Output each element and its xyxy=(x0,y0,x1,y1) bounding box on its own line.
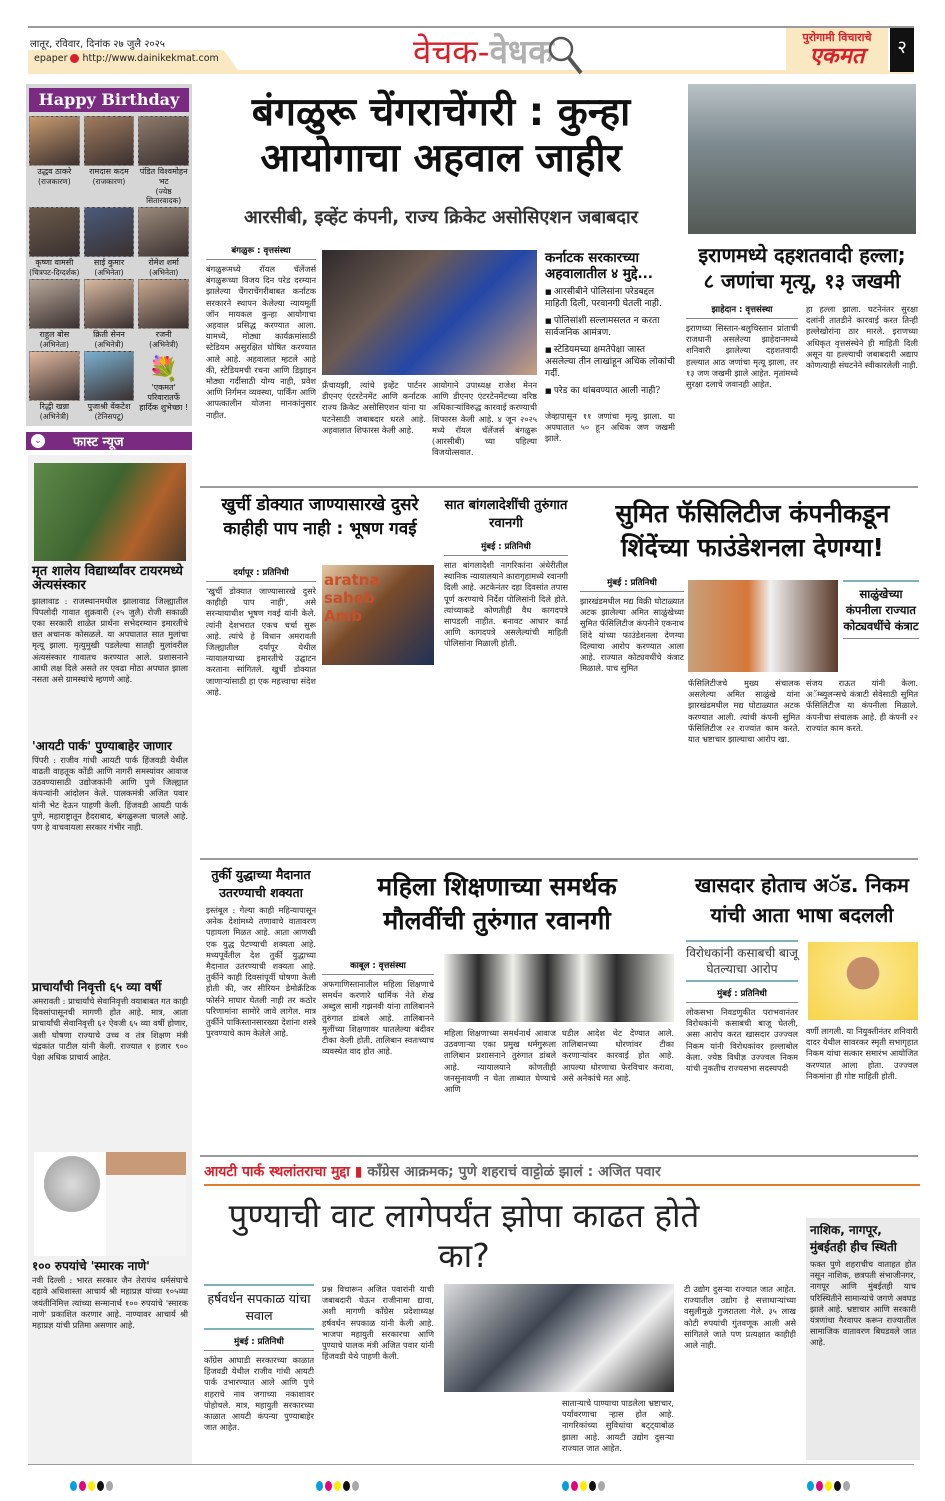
brand-logo: एकमत xyxy=(809,44,865,69)
maulvi-headline xyxy=(322,870,672,938)
footer-rule xyxy=(28,1464,914,1465)
person-role: (अभिनेत्री) xyxy=(149,340,179,349)
person-photo xyxy=(138,116,189,166)
news-headline: मृत शालेय विद्यार्थ्यांवर टायरमध्ये अंत्यसंस्कार xyxy=(32,564,183,594)
maulvi-text: घडील आदेश थेट देण्यात आले. तालिबानच्या धोरणांवर टीका करणाऱ्यांवर कारवाई होत आहे. आपल्या धोरणाचा फेरविचार करावा, असे अनेकांचे मत आहे. xyxy=(562,1028,674,1083)
globe-icon xyxy=(70,54,79,63)
person-role: (राजकारण) xyxy=(38,177,71,186)
person-photo xyxy=(84,351,135,401)
sumit-dateline: मुंबई : प्रतिनिधी xyxy=(580,575,684,592)
birthday-person xyxy=(138,116,189,205)
person-photo xyxy=(138,207,189,257)
ink-dot xyxy=(106,1481,113,1491)
ink-dot xyxy=(571,1481,578,1491)
pune-text: साताऱ्याचे पाण्याचा पाडलेला भ्रष्टाचार, पर्यावरणाचा ऱ्हास होत आहे. नागरिकांच्या सुविधांचा बट्ट्याबोळ झाला आहे. आयटी उद्योग दुसऱ्या राज्यात जात आहेत. xyxy=(562,1398,674,1453)
sidebar-after-text: जेव्हापासून ११ जणांचा मृत्यू झाला. या अपघातात ५० हून अधिक जण जखमी झाले. xyxy=(545,411,675,444)
pune-dateline: मुंबई : प्रतिनिधी xyxy=(204,1334,314,1351)
maulvi-headline-line1: महिला शिक्षणाच्या समर्थक xyxy=(377,872,617,901)
chevron-down-icon: ⌄ xyxy=(31,434,45,448)
bangladesh-headline: सात बांगलादेशींची तुरुंगात रवानगी xyxy=(444,498,568,531)
birthday-person xyxy=(138,207,189,277)
maulvi-col1 xyxy=(322,948,434,1154)
person-photo xyxy=(29,116,80,166)
person-role: (चित्रपट-दिग्दर्शक) xyxy=(29,268,80,277)
person-role: (अभिनेत्री) xyxy=(39,412,69,421)
sumit-headline: सुमित फॅसिलिटीज कंपनीकडून शिंदेंच्या फाउंडेशनला देणग्या! xyxy=(615,499,890,562)
person-name: रजनी xyxy=(155,330,172,339)
news-headline: 'आयटी पार्क' पुण्याबाहेर जाणार xyxy=(32,738,172,753)
sumit-sidebar: साळुंखेच्या कंपनीला राज्यात कोट्यवधींचे कंत्राट xyxy=(843,580,919,639)
lead-text: फ्रँचायझी, त्यांचे इव्हेंट पार्टनर डीएनए एंटरटेनमेंट आणि कर्नाटक राज्य क्रिकेट असोसिएशन यांना या घटनेसाठी जबाबदार धरले आहे. अहवालात शिफारस केली आहे. xyxy=(322,380,426,435)
gavai-photo xyxy=(322,565,434,665)
person-name: पंडित विश्वमोहन भट xyxy=(139,167,188,186)
person-name: कृष्णा वामसी xyxy=(35,258,74,267)
raut-photo xyxy=(688,580,838,672)
nikam-dateline: मुंबई : प्रतिनिधी xyxy=(686,986,798,1003)
coin-photo xyxy=(34,1152,186,1256)
sumit-text: झारखंडमधील मद्य विक्री घोटाळ्यात अटक झालेल्या अमित साळुंखेच्या सुमित फॅसिलिटीज कंपनीने एकनाथ शिंदे यांच्या फाउंडेशनला देणग्या दिल्याचा आरोप करण्यात आला आहे. राज्यात कोट्यवधींचे कंत्राट मिळाले. पाच सुमित xyxy=(580,596,684,674)
sidebar-point: ■ आरसीबीने पोलिसांना परेडबद्दल माहिती दिली, परवानगी घेतली नाही. xyxy=(545,286,675,310)
sumit-col1 xyxy=(580,575,684,846)
divider xyxy=(200,486,918,488)
person-name: रामदास कदम xyxy=(89,167,129,176)
person-role: (अभिनेता) xyxy=(149,268,179,277)
maulvi-dateline: काबूल : वृत्तसंस्था xyxy=(322,958,434,975)
pawar-photo xyxy=(444,1284,674,1392)
person-role: (टेनिसपटू) xyxy=(94,412,124,421)
ink-dot xyxy=(352,1481,359,1491)
person-name: रिद्धी खन्ना xyxy=(39,402,70,411)
bangladesh-dateline: मुंबई : प्रतिनिधी xyxy=(444,539,568,556)
person-role: (अभिनेता) xyxy=(39,340,69,349)
ink-dot xyxy=(589,1481,596,1491)
person-photo xyxy=(29,351,80,401)
registration-mark xyxy=(316,1481,359,1491)
person-role: (राजकारण) xyxy=(92,177,126,186)
pune-text: टी उद्योग दुसऱ्या राज्यात जात आहेत. राज्यातील उद्योग हे सत्ताधाऱ्यांच्या वसुलीमुळे गुजरातला गेले. ३५ लाख कोटी रुपयांची गुंतवणूक आली असे सांगितले जाते पण प्रत्यक्षात काहीही आले नाही. xyxy=(684,1284,796,1351)
turkey-text: इस्तंबूल : गेल्या काही महिन्यापासून अनेक देशांमध्ये तणावाचे वातावरण पहायला मिळत आहे. आता आणखी एक युद्ध पेटण्याची शक्यता आहे. मध्यपूर्वेतील देश तुर्की युद्धाच्या मैदानात उतरण्याची शक्यता आहे. तुर्कीने काही दिवसांपूर्वी घोषणा केली होती की, जर सीरियन डेमोक्रॅटिक फोर्सने माघार घेतली नाही तर कठोर परिणामांना सामोरे जावे लागेल. मात्र तुर्कीने पाकिस्तानसारख्या देशांना शस्त्रे पुरवण्याचे काम केलेले आहे. xyxy=(206,905,316,1039)
birthday-title: Happy Birthday xyxy=(29,88,189,112)
nikam-text: लोकसभा निवडणुकीत पराभवानंतर विरोधकांनी कसाबची बाजू घेतली, असा आरोप करत खासदार उज्ज्वल निकम यांनी विरोधकांवर हल्लाबोल केला. ज्येष्ठ विधीज्ञ उज्ज्वल निकम यांची नुकतीच राज्यसभा सदस्यपदी xyxy=(686,1007,798,1074)
birthday-person xyxy=(29,279,80,349)
ink-dot xyxy=(834,1481,841,1491)
taliban-photo xyxy=(444,954,674,1022)
section-title-dash: - xyxy=(477,32,490,71)
lead-text: आयोगाने उपाध्यक्ष राजेश मेनन आणि डीएनए एंटरटेनमेंटच्या वरिष्ठ अधिकाऱ्यांविरुद्ध कारवाई करण्याची शिफारस केली आहे. ४ जून २०२५ मध्ये रॉयल चॅलेंजर्स बंगळुरू (आरसीबी) च्या पहिल्या विजयोत्सवात. xyxy=(432,380,537,458)
maulvi-headline-line2: मौलवींची तुरुंगात रवानगी xyxy=(383,906,611,935)
birthday-person xyxy=(29,351,80,421)
person-role: (ज्येष्ठ सितारवादक) xyxy=(146,187,182,205)
maulvi-text: अफगाणिस्तानातील महिला शिक्षणाचे समर्थन करणारे धार्मिक नेते शेख अब्दुल सामी गझनवी यांना तालिबानने तुरुंगात डांबले आहे. तालिबानने मुलींच्या शिक्षणावर घातलेल्या बंदीवर टीका केली होती. तालिबान स्वतःच्याच व्यवस्थेत वाद होत आहे. xyxy=(322,979,434,1057)
iran-col1 xyxy=(686,302,798,483)
ink-dot xyxy=(316,1481,323,1491)
person-role: (अभिनेता) xyxy=(94,268,124,277)
person-role: (अभिनेत्री) xyxy=(94,340,124,349)
divider xyxy=(200,858,918,860)
birthday-panel xyxy=(26,84,192,426)
lead-subhead: आरसीबी, इव्हेंट कंपनी, राज्य क्रिकेट असोसिएशन जबाबदार xyxy=(243,207,639,228)
ink-dot xyxy=(807,1481,814,1491)
registration-mark xyxy=(807,1481,850,1491)
person-name: साई कुमार xyxy=(93,258,125,267)
nikam-col1 xyxy=(686,940,798,1157)
ink-dot xyxy=(825,1481,832,1491)
gavai-text: 'खुर्ची डोक्यात जाण्यासारखे दुसरे काहीही पाप नाही', असे सरन्यायाधीश भूषण गवई यांनी केले. त्यांनी देशभरात एकच चर्चा सुरू आहे. त्यांचे हे विधान अमरावती जिल्ह्यातील दर्यापूर येथील न्यायालयाच्या इमारतीचे उद्घाटन करताना सांगितले. खुर्ची डोक्यात जाणाऱ्यांसाठी हा एक महत्त्वाचा संदेश आहे. xyxy=(206,586,316,697)
wish-text: 'एकमत' परिवारातर्फे हार्दिक शुभेच्छा ! xyxy=(139,383,189,412)
epaper-label: epaper xyxy=(34,53,68,64)
epaper-url[interactable]: http://www.dainikekmat.com xyxy=(82,53,219,64)
nikam-sidebar: विरोधकांनी कसाबची बाजू घेतल्याचा आरोप xyxy=(686,940,798,982)
fast-news-header xyxy=(26,432,192,450)
dateline: लातूर, रविवार, दिनांक २७ जुलै २०२५ xyxy=(30,39,166,50)
person-name: राहुल बोस xyxy=(39,330,70,339)
bangladesh-story xyxy=(444,497,568,810)
news-headline: १०० रुपयांचे 'स्मारक नाणे' xyxy=(32,1258,150,1273)
lead-headline-line2: आयोगाचा अहवाल जाहीर xyxy=(260,136,622,181)
pune-headline: पुण्याची वाट लागेपर्यंत झोपा काढत होते का? xyxy=(228,1196,700,1275)
ink-dot xyxy=(343,1481,350,1491)
pune-sidebar xyxy=(204,1284,314,1480)
pune-text: कॉंग्रेस आघाडी सरकारच्या काळात हिंजवडी येथील राजीव गांधी आयटी पार्क उभारण्यात आले आणि पुणे शहराचे नाव जगाच्या नकाशावर पोहोचले. मात्र, महायुती सरकारच्या काळात आयटी कंपन्या पुण्याबाहेर जात आहेत. xyxy=(204,1355,314,1433)
ink-dot xyxy=(843,1481,850,1491)
lead-headline xyxy=(206,90,676,182)
brand-box xyxy=(786,28,888,72)
birthday-wish xyxy=(138,351,189,421)
iran-text: इराणच्या सिस्तान-बलुचिस्तान प्रांताची राजधानी असलेल्या झाहेदानमध्ये शनिवारी झालेल्या दहशतवादी हल्ल्यात आठ जणांचा मृत्यू झाला, तर १३ जण जखमी झाले आहेत. मृतांमध्ये सुरक्षा दलाचे जवानही आहेत. xyxy=(686,323,798,390)
birthday-person xyxy=(29,207,80,277)
bangladesh-text: सात बांगलादेशी नागरिकांना अंधेरीतील स्थानिक न्यायालयाने कारागृहामध्ये रवानगी दिली आहे. अटकेनंतर दहा दिवसांत तपास पूर्ण करण्याचे निर्देश पोलिसांनी दिले होते. त्यांच्याकडे कोणतीही वैध कागदपत्रे सापडली नाहीत. बनावट आधार कार्ड आणि कागदपत्रे असलेल्यांची माहिती पोलिसांना मिळाली होती. xyxy=(444,560,568,649)
person-photo xyxy=(29,207,80,257)
birthday-person xyxy=(138,279,189,349)
birthday-person xyxy=(84,207,135,277)
lead-col1 xyxy=(206,243,316,484)
ink-dot xyxy=(334,1481,341,1491)
lead-dateline: बंगळुरू : वृत्तसंस्था xyxy=(206,243,316,260)
news-text: पिंपरी : राजीव गांधी आयटी पार्क हिंजवडी येथील वाढती वाहतूक कोंडी आणि नागरी समस्यांवर आवाज उठवण्यासाठी उद्योजकांनी आणि पुणे जिल्ह्यात कंपन्यांनी आंदोलन केले. पालकमंत्री अजित पवार यांनी भेट देऊन पाहणी केली. हिंजवडी आयटी पार्क पुणे, महाराष्ट्रातून हैदराबाद, बंगळुरूला चालले आहे. पण हे वाचवायला सरकार गंभीर नाही. xyxy=(32,754,188,832)
ink-dot xyxy=(70,1481,77,1491)
pune-sidebar-title: हर्षवर्धन सपकाळ यांचा सवाल xyxy=(204,1284,314,1330)
pune-side-box xyxy=(806,1218,920,1460)
news-text: नवी दिल्ली : भारत सरकार जैन तेरापंथ धर्मसंघाचे दहावे अधिशास्ता आचार्य श्री महाप्रज्ञ यांच्या १०५व्या जयंतीनिमित्त त्यांच्या सन्मानार्थ १०० रुपयांचे 'स्मारक नाणे' प्रकाशित करणार आहे. नाण्यावर आचार्य श्री महाप्रज्ञ यांची प्रतिमा असणार आहे. xyxy=(32,1275,188,1330)
ink-dot xyxy=(97,1481,104,1491)
birthday-person xyxy=(84,279,135,349)
gavai-col1 xyxy=(206,565,316,844)
masthead xyxy=(28,26,914,72)
registration-mark xyxy=(562,1481,605,1491)
coin-image xyxy=(44,1156,100,1212)
birthday-grid xyxy=(26,116,192,421)
epaper-link[interactable] xyxy=(34,53,219,64)
side-box-text: फक्त पुणे शहराचीच वाताहत होत नसून नाशिक, छत्रपती संभाजीनगर, नागपूर आणि मुंबईतही याच परिस्थितीने सामान्यांचे जगणे अवघड झाले आहे. भ्रष्टाचार आणि सरकारी यंत्रणांचा गैरवापर करून राज्यातील सामाजिक वातावरण बिघडवले जात आहे. xyxy=(810,1259,916,1348)
magnifier-icon xyxy=(546,34,584,76)
news-text: झालावाड : राजस्थानमधील झालावाड जिल्ह्यातील पिपलोदी गावात शुक्रवारी (२५ जुलै) रोजी सकाळी एका सरकारी शाळेत प्रार्थना सभेदरम्यान इमारतीचे छत अचानक कोसळले. या अपघातात सात मुलांचा मृत्यू झाला. मृत्युमुखी पडलेल्या सातही मुलांवरील अंत्यसंस्कार गावातच करण्यात आले. प्रशासनाने आधी लक्ष दिले असते तर एवढा मोठा अपघात झाला नसता असे ग्रामस्थांचे म्हणणे आहे. xyxy=(32,595,188,685)
iran-headline-line1: इराणमध्ये दहशतवादी हल्ला; xyxy=(698,243,906,267)
person-name: पुजाश्री वेंकटेश xyxy=(87,402,131,411)
gavai-headline: खुर्ची डोक्यात जाण्यासारखे दुसरे काहीही पाप नाही : भूषण गवई xyxy=(221,495,419,539)
sidebar-point: ■ पोलिसांशी सल्लामसलत न करता सार्वजनिक आमंत्रण. xyxy=(545,315,675,339)
page-number: २ xyxy=(890,28,914,72)
section-title-red: वेचक xyxy=(413,32,478,71)
kicker-separator: ▮ xyxy=(354,1164,368,1180)
turkey-story xyxy=(206,866,316,1185)
pune-text: प्रश्न विचारून अजित पवारांनी याची जबाबदारी घेऊन राजीनामा द्यावा, अशी मागणी कॉंग्रेस प्रदेशाध्यक्ष हर्षवर्धन सपकाळ यांनी केली आहे. भाजपा महायुती सरकारचा आणि पुण्याचे पालक मंत्री अजित पवार यांनी हिंजवडी येथे पाहणी केली. xyxy=(322,1284,434,1362)
person-name: उद्धव ठाकरे xyxy=(37,167,72,176)
person-photo xyxy=(84,116,135,166)
sumit-text: संजय राऊत यांनी केला. अॅम्ब्युलन्सचे कंत्राटी सेवेसाठी सुमित फॅसिलिटीज या कंपनीला मिळाले. कंपनीचा संचालक आहे. ही कंपनी २२ राज्यांत काम करते. xyxy=(806,678,918,733)
birthday-person xyxy=(29,116,80,205)
pune-kicker xyxy=(204,1162,920,1186)
nikam-photo xyxy=(808,942,918,1020)
lead-text: बंगळुरूमध्ये रॉयल चॅलेंजर्स बंगळुरूच्या विजय दिन परेड दरम्यान झालेल्या चेंगराचेंगरीबाबत कर्नाटक सरकारने स्थापन केलेल्या न्यायमूर्ती जॉन मायकल कुन्हा आयोगाचा अहवाल प्रसिद्ध करण्यात आला. यामध्ये, मोठ्या कार्यक्रमांसाठी स्टेडियम असुरक्षित घोषित करण्यात आले आहे. अहवालात म्हटले आहे की, स्टेडियमची रचना आणि डिझाइन मोठ्या गर्दीसाठी योग्य नाही, प्रवेश आणि निर्गमन व्यवस्था, पार्किंग आणि आपत्कालीन योजना मानकांनुसार नाहीत. xyxy=(206,264,316,420)
person-photo xyxy=(29,279,80,329)
person-name: क्रिती सेनन xyxy=(93,330,125,339)
person-name: रोमेश शर्मा xyxy=(148,258,179,267)
fast-news-title: फास्ट न्यूज xyxy=(73,435,124,450)
divider xyxy=(200,1155,918,1157)
kicker-red: आयटी पार्क स्थलांतराचा मुद्दा xyxy=(204,1164,350,1180)
photo-backdrop-text: aratna saheb Amb xyxy=(324,571,380,625)
kicker-grey: कॉंग्रेस आक्रमक; पुणे शहराचं वाट्टोळं झालं : अजित पवार xyxy=(367,1164,661,1180)
iran-headline xyxy=(684,242,920,294)
iran-text: हा हल्ला झाला. घटनेनंतर सुरक्षा दलांनी तातडीने कारवाई करत तिन्ही हल्लेखोरांना ठार मारले. इराणच्या अधिकृत वृत्तसंस्थेने ही माहिती दिली असून या हल्ल्याची जबाबदारी अद्याप कोणत्याही संघटनेने स्वीकारलेली नाही. xyxy=(806,304,918,371)
nikam-headline: खासदार होताच अॅड. निकम यांची आता भाषा बदलली xyxy=(694,873,910,927)
maulvi-text: महिला शिक्षणाच्या समर्थनार्थ आवाज उठवणाऱ्या एका प्रमुख धर्मगुरूला तालिबान प्रशासनाने तुरुंगात डांबले आहे. न्यायालयाने कोणतीही जनसुनावणी न घेता ताब्यात घेण्याचे आणि xyxy=(444,1028,556,1095)
iran-photo xyxy=(688,84,916,234)
ink-dot xyxy=(79,1481,86,1491)
sumit-text: फॅसिलिटीजचे मुख्य संचालक असलेल्या अमित साळुंखे यांना झारखंडमधील मद्य घोटाळ्यात अटक करण्यात आली. त्यांची कंपनी सुमित फॅसिलिटीज २२ राज्यांत काम करते. यात भ्रष्टाचार झाल्याचा आरोप खा. xyxy=(688,678,800,745)
sidebar-title: कर्नाटक सरकारच्या अहवालातील ४ मुद्दे... xyxy=(545,250,653,282)
sidebar-point: ■ स्टेडियमच्या क्षमतेपेक्षा जास्त असलेल्या तीन लाखांहून अधिक लोकांची गर्दी. xyxy=(545,344,675,380)
brand-tagline: पुरोगामी विचाराचे xyxy=(802,31,872,44)
person-photo xyxy=(84,207,135,257)
bouquet-icon: 💐 xyxy=(148,355,179,383)
fast-news-column xyxy=(28,455,192,1465)
news-text: अमरावती : प्राचार्यांचे सेवानिवृत्ती वयाबाबत गत काही दिवसांपासूनची मागणी होत आहे. मात्र, आता प्राचार्यांची सेवानिवृत्ती ६२ ऐवजी ६५ व्या वर्षी होणार, अशी घोषणा राज्याचे उच्च व तंत्र शिक्षण मंत्री चंद्रकांत पाटील यांनी केली. राज्यात १ हजार ९०० पेक्षा अधिक प्राचार्य आहेत. xyxy=(32,995,188,1062)
section-title-grey: वेधक xyxy=(489,32,554,71)
stampede-photo xyxy=(322,250,537,375)
karnataka-sidebar xyxy=(545,250,675,451)
ink-dot xyxy=(325,1481,332,1491)
lead-headline-line1: बंगळुरू चेंगराचेंगरी : कुन्हा xyxy=(251,90,631,135)
nikam-text: वर्णी लागली. या नियुक्तीनंतर शनिवारी दादर येथील सावरकर स्मृती सभागृहात निकम यांचा सत्कार समारंभ आयोजित करण्यात आला होता. उज्ज्वल निकमांना ही गोष्ट माहिती होती. xyxy=(806,1026,918,1081)
section-title xyxy=(413,28,584,76)
person-photo xyxy=(84,279,135,329)
birthday-person xyxy=(84,116,135,205)
turkey-headline: तुर्की युद्धाच्या मैदानात उतरण्याची शक्यता xyxy=(211,867,311,900)
ink-dot xyxy=(580,1481,587,1491)
registration-mark xyxy=(70,1481,113,1491)
ink-dot xyxy=(88,1481,95,1491)
person-photo xyxy=(138,279,189,329)
ink-dot xyxy=(562,1481,569,1491)
gavai-dateline: दर्यापूर : प्रतिनिधी xyxy=(206,565,316,582)
iran-headline-line2: ८ जणांचा मृत्यू, १३ जखमी xyxy=(703,269,901,293)
ink-dot xyxy=(598,1481,605,1491)
saint-image xyxy=(106,1152,186,1256)
iran-dateline: झाहेदान : वृत्तसंस्था xyxy=(686,302,798,319)
news-headline: प्राचार्यांची निवृत्ती ६५ व्या वर्षी xyxy=(32,979,162,994)
sidebar-point: ■ परेड का थांबवण्यात आली नाही? xyxy=(545,385,675,397)
funeral-photo xyxy=(34,463,186,561)
birthday-person xyxy=(84,351,135,421)
side-box-title: नाशिक, नागपूर, मुंबईतही हीच स्थिती xyxy=(810,1223,897,1254)
ink-dot xyxy=(816,1481,823,1491)
